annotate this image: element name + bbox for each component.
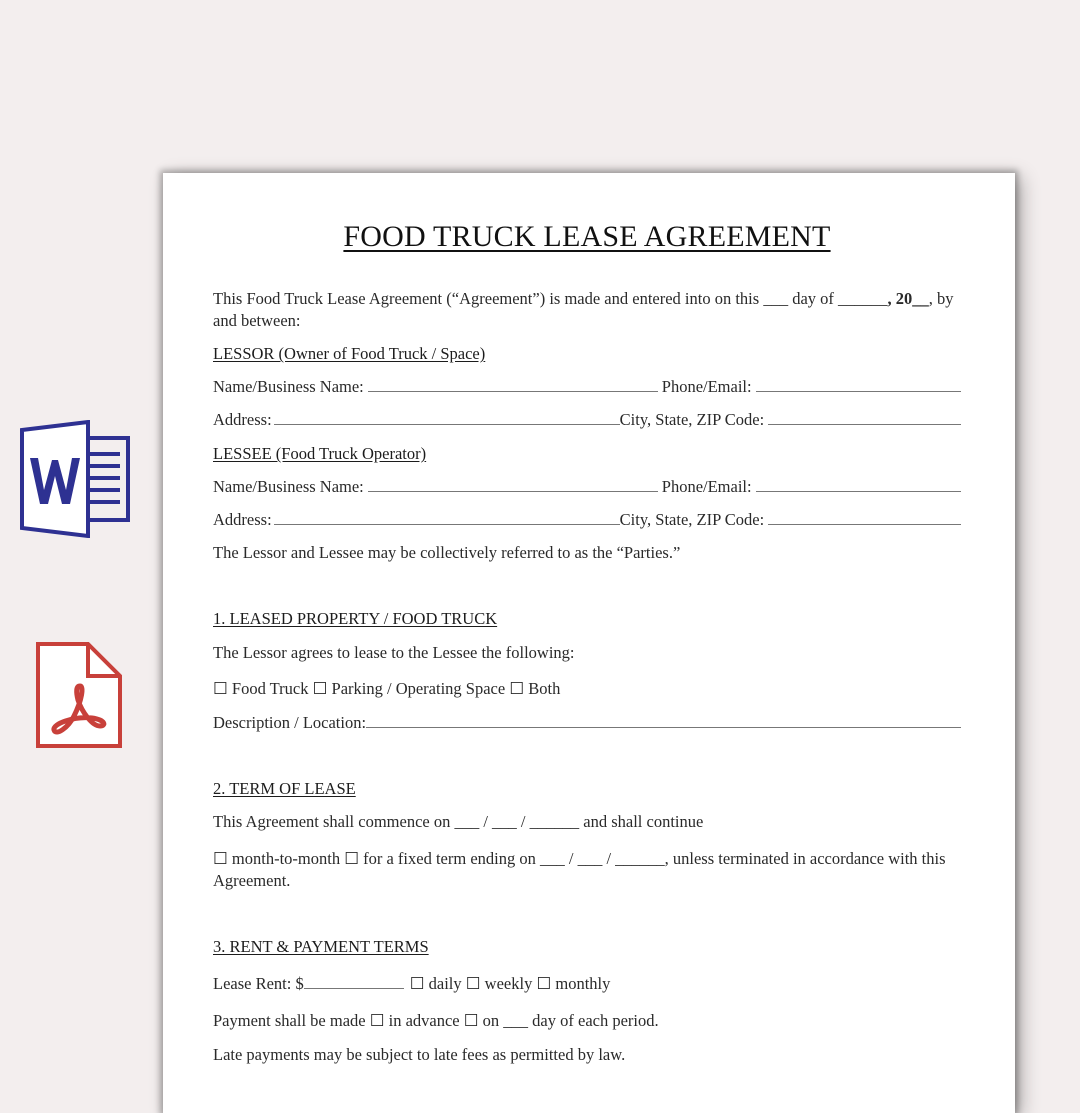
document-title: FOOD TRUCK LEASE AGREEMENT (343, 220, 831, 253)
section1-heading: 1. LEASED PROPERTY / FOOD TRUCK (213, 609, 498, 628)
rent-row (213, 973, 961, 995)
section1-options[interactable]: ☐ Food Truck ☐ Parking / Operating Space ☐ Both (213, 679, 561, 698)
late-payments: Late payments may be subject to late fees as permitted by law. (213, 1045, 626, 1064)
section1-description-row (213, 712, 961, 734)
intro-text-a: This Food Truck Lease Agreement (“Agreement”) is made and entered into on this ___ day of ______ (213, 289, 888, 308)
lessor-city-field[interactable] (768, 409, 961, 425)
rent-label: Lease Rent: $ (213, 974, 304, 993)
word-icon (18, 420, 134, 538)
lessee-phone-label: Phone/Email: (661, 477, 752, 496)
lessee-city-field[interactable] (768, 509, 961, 525)
section2-text1: This Agreement shall commence on ___ / ___ / ______ and shall continue (213, 812, 704, 831)
lessee-phone-field[interactable] (756, 476, 961, 492)
section2-heading: 2. TERM OF LEASE (213, 779, 356, 798)
lessee-name-row (213, 476, 961, 498)
intro-text-c: , by and between: (213, 289, 954, 330)
lessor-address-label: Address: (213, 410, 272, 429)
section2-text2[interactable]: ☐ month-to-month ☐ for a fixed term ending on ___ / ___ / ______, unless terminated in accordance with this Agreement. (213, 849, 946, 890)
lessee-city-label: City, State, ZIP Code: (619, 510, 765, 529)
intro-year: , 20__ (887, 289, 929, 308)
pdf-icon (34, 640, 124, 752)
lessor-phone-label: Phone/Email: (661, 377, 752, 396)
lessor-phone-field[interactable] (756, 376, 961, 392)
section1-text: The Lessor agrees to lease to the Lessee the following: (213, 643, 575, 662)
payment-terms[interactable]: Payment shall be made ☐ in advance ☐ on ___ day of each period. (213, 1011, 659, 1030)
lessor-name-row (213, 376, 961, 398)
lessor-city-label: City, State, ZIP Code: (619, 410, 765, 429)
lessee-heading: LESSEE (Food Truck Operator) (213, 444, 427, 463)
lessee-name-field[interactable] (368, 476, 658, 492)
lessee-address-field[interactable] (274, 509, 620, 525)
document-page (163, 173, 1015, 1113)
lessor-heading: LESSOR (Owner of Food Truck / Space) (213, 344, 486, 363)
lessee-name-label: Name/Business Name: (213, 477, 364, 496)
parties-note: The Lessor and Lessee may be collectively referred to as the “Parties.” (213, 543, 681, 562)
description-field[interactable] (366, 712, 961, 728)
lessee-address-row (213, 509, 961, 531)
rent-options[interactable]: ☐ daily ☐ weekly ☐ monthly (409, 974, 611, 993)
lessor-address-row (213, 409, 961, 431)
lessor-address-field[interactable] (274, 409, 620, 425)
rent-amount-field[interactable] (304, 973, 404, 989)
lessor-name-label: Name/Business Name: (213, 377, 364, 396)
lessee-address-label: Address: (213, 510, 272, 529)
section3-heading: 3. RENT & PAYMENT TERMS (213, 937, 429, 956)
lessor-name-field[interactable] (368, 376, 658, 392)
description-label: Description / Location: (213, 713, 367, 732)
intro-paragraph (213, 288, 961, 332)
